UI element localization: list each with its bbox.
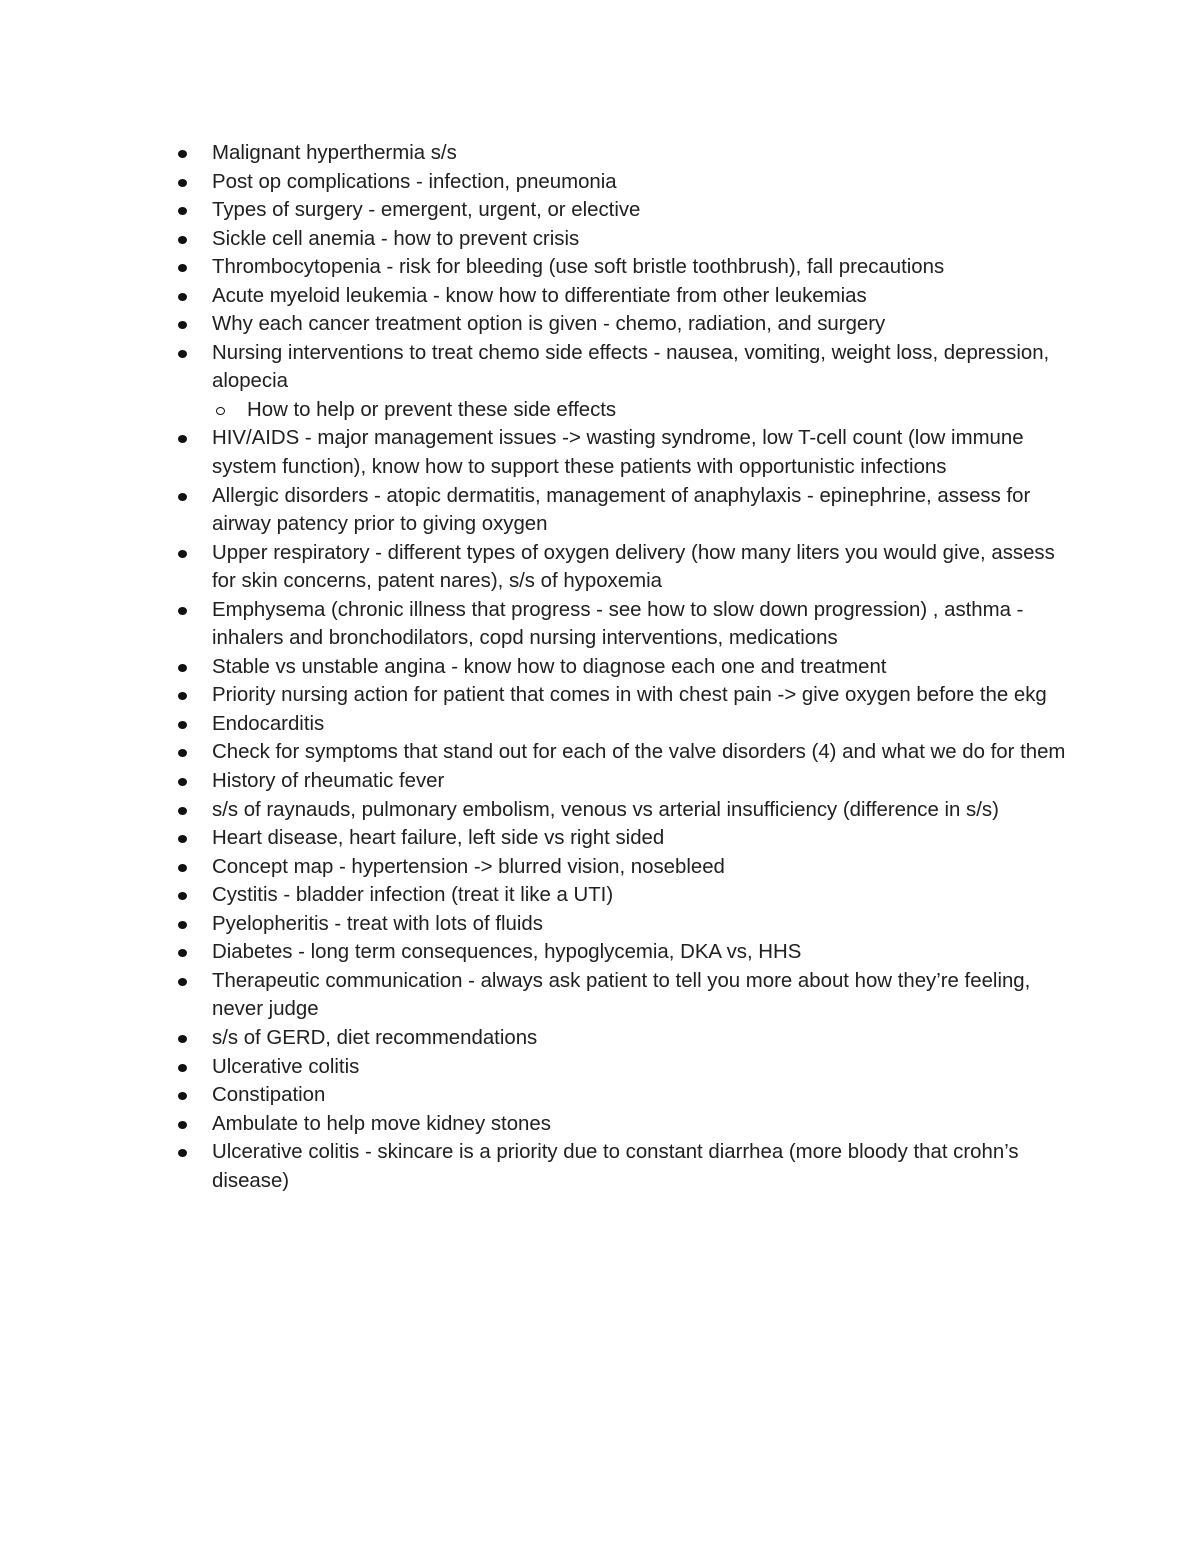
list-item-text: Upper respiratory - different types of oxygen delivery (how many liters you would give, assess for skin concerns, patent nares), s/s of hypoxemia <box>212 541 1055 593</box>
list-item <box>176 225 1076 254</box>
bullet-icon <box>178 350 187 358</box>
bullet-icon <box>178 664 187 672</box>
list-item-text: Emphysema (chronic illness that progress - see how to slow down progression) , asthma - inhalers and bronchodilators, copd nursing interventions, medications <box>212 598 1024 650</box>
list-item <box>176 767 1076 796</box>
list-item <box>176 424 1076 481</box>
list-item <box>176 681 1076 710</box>
list-item-text: Why each cancer treatment option is given - chemo, radiation, and surgery <box>212 313 886 336</box>
hollow-bullet-icon <box>216 407 225 415</box>
list-item <box>176 710 1076 739</box>
list-item-text: Ambulate to help move kidney stones <box>212 1112 551 1135</box>
list-item-text: Constipation <box>212 1084 326 1107</box>
list-item <box>176 738 1076 767</box>
list-item <box>176 1081 1076 1110</box>
bullet-icon <box>178 321 187 329</box>
list-item <box>176 1053 1076 1082</box>
bullet-icon <box>178 1064 187 1072</box>
bullet-icon <box>178 949 187 957</box>
list-item-text: Therapeutic communication - always ask patient to tell you more about how they’re feeling, never judge <box>212 969 1031 1021</box>
list-item-text: Heart disease, heart failure, left side vs right sided <box>212 827 665 850</box>
list-item-text: Ulcerative colitis - skincare is a priority due to constant diarrhea (more bloody that crohn’s disease) <box>212 1141 1019 1192</box>
sub-list-item <box>176 396 1076 425</box>
bullet-icon <box>178 692 187 700</box>
bullet-icon <box>178 864 187 872</box>
list-item <box>176 910 1076 939</box>
list-item-text: HIV/AIDS - major management issues -> wasting syndrome, low T-cell count (low immune system function), know how to support these patients with opportunistic infections <box>212 427 1024 479</box>
bullet-icon <box>178 1035 187 1043</box>
list-item-text: s/s of GERD, diet recommendations <box>212 1026 538 1049</box>
list-item-text: Types of surgery - emergent, urgent, or elective <box>212 199 641 222</box>
list-item-text: Thrombocytopenia - risk for bleeding (use soft bristle toothbrush), fall precautions <box>212 256 945 279</box>
list-item-text: Ulcerative colitis <box>212 1055 360 1078</box>
bullet-icon <box>178 207 187 215</box>
bullet-icon <box>178 892 187 900</box>
list-item <box>176 967 1076 1024</box>
list-item <box>176 853 1076 882</box>
list-item-text: Nursing interventions to treat chemo side effects - nausea, vomiting, weight loss, depression, alopecia <box>212 341 1050 393</box>
list-item <box>176 824 1076 853</box>
list-item <box>176 339 1076 425</box>
list-item <box>176 796 1076 825</box>
list-item-text: Diabetes - long term consequences, hypoglycemia, DKA vs, HHS <box>212 941 802 964</box>
list-item-text: Allergic disorders - atopic dermatitis, management of anaphylaxis - epinephrine, assess for airway patency prior to giving oxygen <box>212 484 1031 536</box>
bullet-icon <box>178 721 187 729</box>
list-item <box>176 139 1076 168</box>
list-item <box>176 1138 1076 1195</box>
bullet-icon <box>178 807 187 815</box>
bullet-icon <box>178 1149 187 1157</box>
bullet-icon <box>178 293 187 301</box>
list-item-text: Post op complications - infection, pneumonia <box>212 170 617 193</box>
list-item-text: Cystitis - bladder infection (treat it like a UTI) <box>212 884 614 907</box>
list-item <box>176 196 1076 225</box>
bullet-icon <box>178 607 187 615</box>
list-item <box>176 1110 1076 1139</box>
bullet-icon <box>178 179 187 187</box>
bullet-icon <box>178 493 187 501</box>
list-item-text: Check for symptoms that stand out for each of the valve disorders (4) and what we do for them <box>212 741 1066 764</box>
list-item <box>176 881 1076 910</box>
list-item-text: Malignant hyperthermia s/s <box>212 142 457 164</box>
list-item <box>176 168 1076 197</box>
list-item <box>176 653 1076 682</box>
list-item-text: Pyelopheritis - treat with lots of fluids <box>212 912 543 935</box>
list-item <box>176 539 1076 596</box>
list-item-text: Sickle cell anemia - how to prevent crisis <box>212 227 580 250</box>
bullet-icon <box>178 921 187 929</box>
list-item-text: Acute myeloid leukemia - know how to differentiate from other leukemias <box>212 284 867 307</box>
bullet-icon <box>178 978 187 986</box>
sub-list-item-text: How to help or prevent these side effects <box>247 398 617 421</box>
list-item <box>176 310 1076 339</box>
list-item-text: History of rheumatic fever <box>212 770 445 793</box>
bullet-icon <box>178 550 187 558</box>
list-item <box>176 938 1076 967</box>
list-item-text: Concept map - hypertension -> blurred vision, nosebleed <box>212 855 725 878</box>
list-item <box>176 253 1076 282</box>
bullet-icon <box>178 435 187 443</box>
list-item-text: s/s of raynauds, pulmonary embolism, venous vs arterial insufficiency (difference in s/s) <box>212 798 999 821</box>
bullet-icon <box>178 778 187 786</box>
list-item <box>176 482 1076 539</box>
bullet-icon <box>178 1121 187 1129</box>
list-item <box>176 282 1076 311</box>
list-item-text: Stable vs unstable angina - know how to diagnose each one and treatment <box>212 655 887 678</box>
bullet-icon <box>178 835 187 843</box>
list-item <box>176 596 1076 653</box>
bullet-icon <box>178 1092 187 1100</box>
bullet-icon <box>178 236 187 244</box>
list-item-text: Endocarditis <box>212 712 325 735</box>
list-item-text: Priority nursing action for patient that comes in with chest pain -> give oxygen before the ekg <box>212 684 1047 707</box>
bullet-icon <box>178 150 187 158</box>
list-item <box>176 1024 1076 1053</box>
bullet-icon <box>178 749 187 757</box>
sub-list <box>212 396 1076 425</box>
bullet-icon <box>178 264 187 272</box>
study-topics-list <box>176 139 1076 1195</box>
